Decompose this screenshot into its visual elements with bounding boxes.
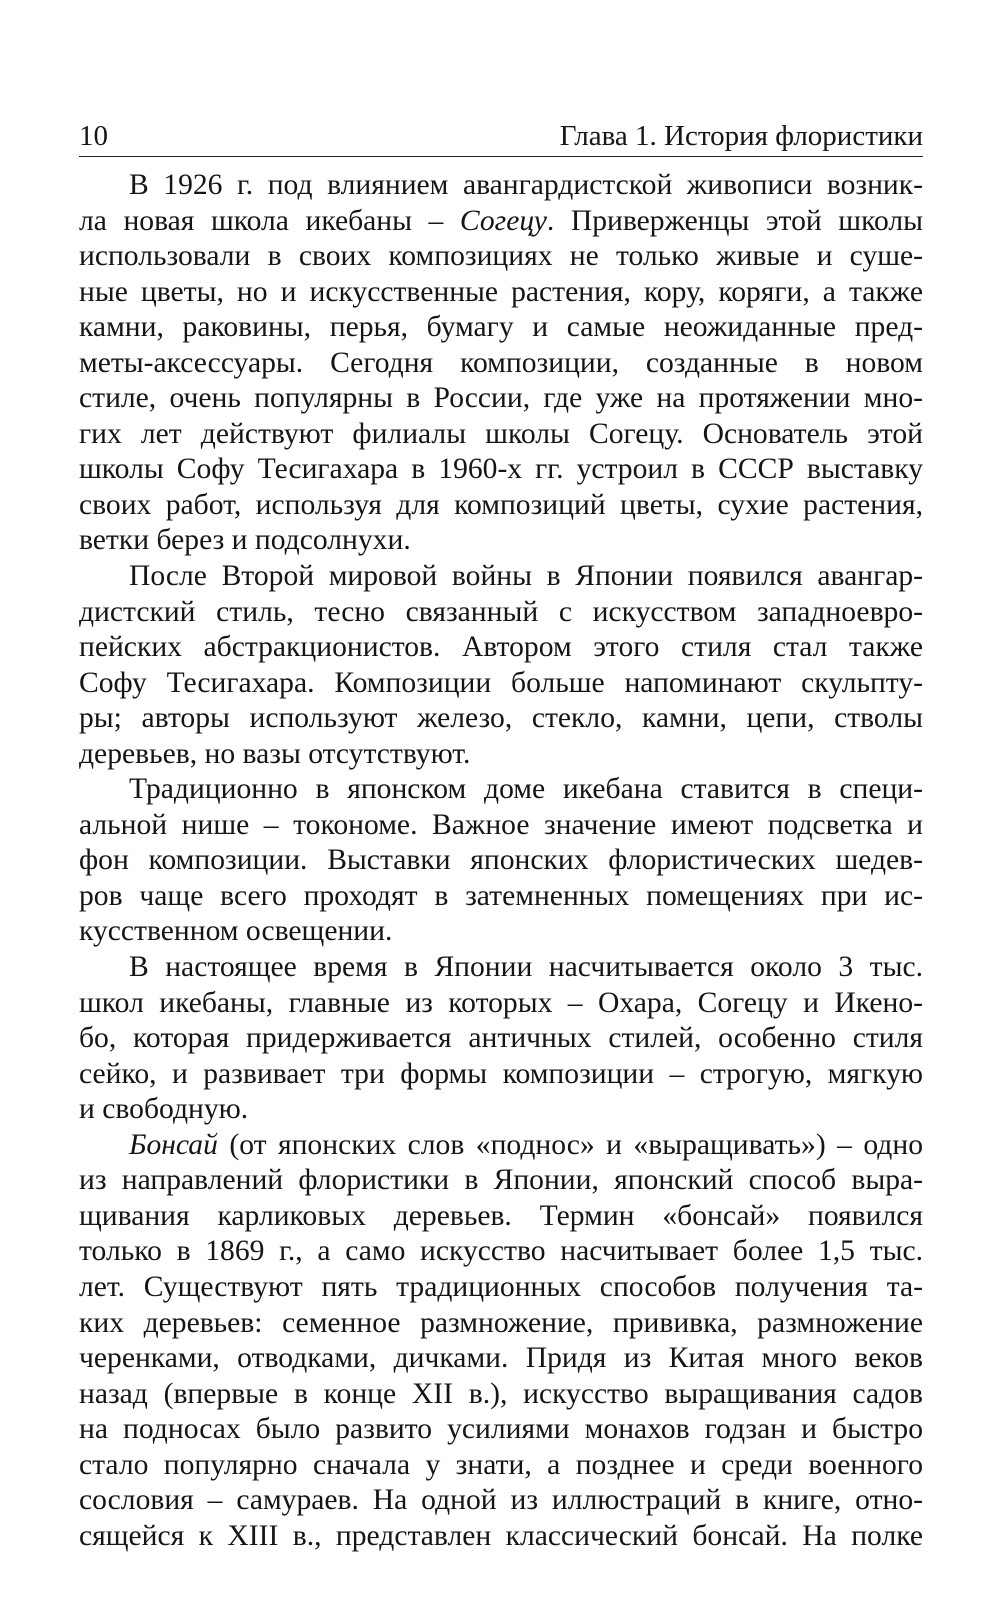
text-line: пейских абстракционистов. Автором этого стиля стал также xyxy=(79,631,923,664)
text-line: школы Софу Тесигахара в 1960-х гг. устроил в СССР выставку xyxy=(79,453,923,486)
text-line: фон композиции. Выставки японских флористических шедев- xyxy=(79,844,923,877)
text-line: сейко, и развивает три формы композиции – строгую, мягкую xyxy=(79,1057,923,1090)
text-line: меты-аксессуары. Сегодня композиции, созданные в новом xyxy=(79,346,923,379)
text-line: В 1926 г. под влиянием авангардистской живописи возник- xyxy=(129,169,923,201)
text-line: ветки берез и подсолнухи. xyxy=(79,524,411,557)
body-text xyxy=(79,168,923,1554)
text-line: бо, которая придерживается античных стилей, особенно стиля xyxy=(79,1022,923,1055)
text-line: черенками, отводками, дичками. Придя из Китая много веков xyxy=(79,1342,923,1375)
paragraph-schools xyxy=(79,950,923,1128)
text-line: и свободную. xyxy=(79,1093,249,1126)
text-line: стало популярно сначала у знати, а позднее и среди военного xyxy=(79,1448,923,1481)
text-line xyxy=(79,204,923,240)
italic-term-bonsai: Бонсай xyxy=(129,1128,218,1161)
text-fragment: ла новая школа икебаны – xyxy=(79,204,460,237)
text-line: сящейся к XIII в., представлен классический бонсай. На полке xyxy=(79,1519,923,1552)
text-line: гих лет действуют филиалы школы Согецу. Основатель этой xyxy=(79,417,923,450)
text-line: своих работ, используя для композиций цветы, сухие растения, xyxy=(79,488,923,521)
text-line: альной нише – токономе. Важное значение имеют подсветка и xyxy=(79,808,923,841)
italic-term-sogetsu: Согецу xyxy=(459,204,547,237)
text-line: использовали в своих композициях не только живые и суше- xyxy=(79,240,923,273)
text-line: школ икебаны, главные из которых – Охара, Согецу и Икено- xyxy=(79,986,923,1019)
text-line: на подносах было развито усилиями монахов годзан и быстро xyxy=(79,1413,923,1446)
text-line: дистский стиль, тесно связанный с искусством западноевро- xyxy=(79,595,923,628)
text-line: Софу Тесигахара. Композиции больше напоминают скульпту- xyxy=(79,666,923,699)
text-line: из направлений флористики в Японии, японский способ выра- xyxy=(79,1164,923,1197)
text-line: ких деревьев: семенное размножение, прививка, размножение xyxy=(79,1306,923,1339)
paragraph-bonsai xyxy=(79,1128,923,1555)
text-line: только в 1869 г., а само искусство насчитывает более 1,5 тыс. xyxy=(79,1235,923,1268)
text-line: Традиционно в японском доме икебана ставится в специ- xyxy=(129,773,923,806)
text-fragment: . Приверженцы этой школы xyxy=(546,204,923,237)
text-line: сословия – самураев. На одной из иллюстраций в книге, отно- xyxy=(79,1484,923,1517)
text-line: ные цветы, но и искусственные растения, кору, коряги, а также xyxy=(79,275,923,308)
paragraph-tokonoma xyxy=(79,772,923,950)
text-line: щивания карликовых деревьев. Термин «бонсай» появился xyxy=(79,1199,923,1232)
page-number: 10 xyxy=(79,120,108,152)
running-head xyxy=(79,116,923,157)
text-line: стиле, очень популярны в России, где уже на протяжении мно- xyxy=(79,382,923,415)
text-line xyxy=(79,1128,923,1164)
paragraph-avant-garde xyxy=(79,559,923,772)
text-line: В настоящее время в Японии насчитывается около 3 тыс. xyxy=(129,951,923,984)
text-line: деревьев, но вазы отсутствуют. xyxy=(79,737,471,770)
paragraph-sogetsu xyxy=(79,168,923,559)
text-line: камни, раковины, перья, бумагу и самые неожиданные пред- xyxy=(79,311,923,344)
text-fragment: (от японских слов «поднос» и «выращивать») – одно xyxy=(217,1128,923,1161)
text-line: назад (впервые в конце XII в.), искусство выращивания садов xyxy=(79,1377,923,1410)
text-line: лет. Существуют пять традиционных способов получения та- xyxy=(79,1270,923,1303)
text-line: ры; авторы используют железо, стекло, камни, цепи, стволы xyxy=(79,702,923,735)
chapter-title: Глава 1. История флористики xyxy=(559,120,923,152)
text-line: кусственном освещении. xyxy=(79,915,393,948)
text-line: После Второй мировой войны в Японии появился авангар- xyxy=(129,560,923,593)
text-line: ров чаще всего проходят в затемненных помещениях при ис- xyxy=(79,879,923,912)
